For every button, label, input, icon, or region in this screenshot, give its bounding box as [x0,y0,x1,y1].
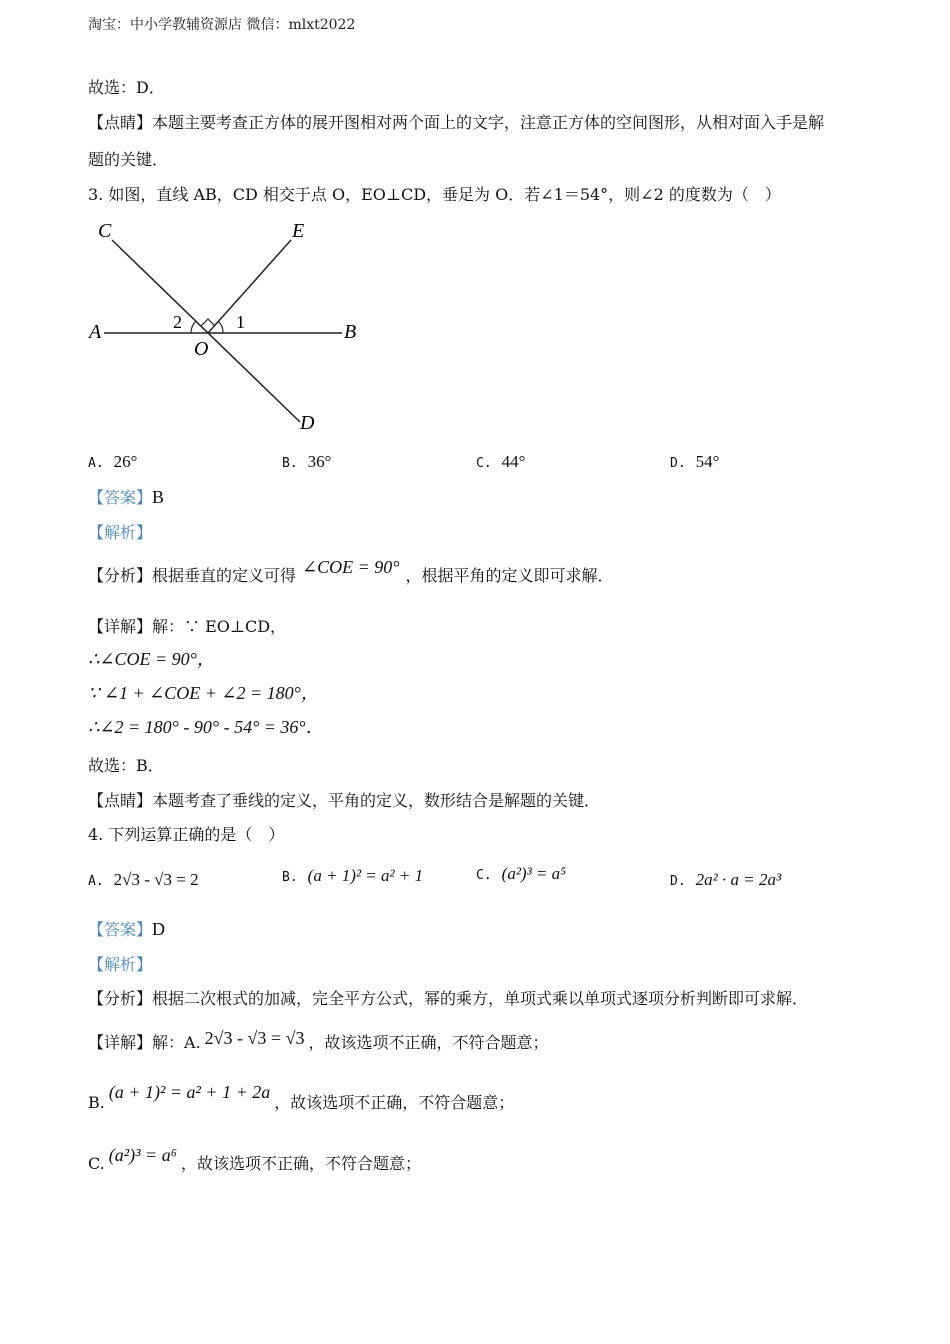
q3-step-1: ∴∠COE = 90°， [88,649,215,669]
q4-analysis-tag: 【解析】 [88,955,153,974]
q4-detail-c: C. (a²)³ = a⁶ ，故该选项不正确，不符合题意； [88,1145,421,1173]
comment-tag: 【点睛】 [88,113,153,132]
q3-option-c[interactable]: C. 44° [476,452,526,471]
angle-1-arc [219,322,223,333]
q3-option-b[interactable]: B. 36° [282,452,332,471]
q4-detail-a: 【详解】解：A. 2√3 - √3 = √3 ，故该选项不正确，不符合题意； [88,1028,549,1052]
q4-option-c[interactable]: C. (a²)³ = a⁵ [476,864,567,883]
geometry-diagram [84,214,374,439]
q3-stem: 3. 如图，直线 AB，CD 相交于点 O，EO⊥CD，垂足为 O．若∠1＝54°，则∠2 的度数为（ ） [88,185,781,204]
q4-answer: 【答案】D [88,919,166,939]
q3-choose: 故选：B． [88,756,164,775]
label-a: A [89,321,102,343]
q4-detail-b: B.(a + 1)² = a² + 1 + 2a，故该选项不正确，不符合题意； [88,1082,515,1112]
prev-choose: 故选：D． [88,78,165,97]
label-angle-1: 1 [236,312,245,332]
q3-step-3: ∴∠2 = 180° - 90° - 54° = 36°． [88,717,324,737]
page-header: 淘宝：中小学教辅资源店 微信：mlxt2022 [88,17,356,33]
q3-step-2: ∵ ∠1 + ∠COE + ∠2 = 180°， [88,683,319,703]
q3-detail: 【详解】解：∵ EO⊥CD， [88,617,287,636]
label-d: D [300,412,315,434]
q4-stem: 4. 下列运算正确的是（ ） [88,825,285,844]
q4-option-b[interactable]: B. (a + 1)² = a² + 1 [282,866,424,885]
prev-comment [88,113,824,133]
q3-option-a[interactable]: A. 26° [88,452,138,471]
label-angle-2: 2 [173,312,182,332]
label-c: C [98,220,112,242]
label-e: E [292,220,305,242]
comment-text: 本题主要考查正方体的展开图相对两个面上的文字，注意正方体的空间图形，从相对面入手是解 [152,113,825,132]
q3-comment: 【点睛】本题考查了垂线的定义，平角的定义，数形结合是解题的关键． [88,791,601,810]
angle-2-arc [191,321,196,333]
q3-option-d[interactable]: D. 54° [670,452,720,471]
line-cd [112,240,300,422]
label-b: B [344,321,357,343]
q4-option-a[interactable]: A. 2√3 - √3 = 2 [88,870,199,889]
q4-fenxi: 【分析】根据二次根式的加减，完全平方公式，幂的乘方，单项式乘以单项式逐项分析判断即可求解． [88,989,809,1008]
q3-analysis-tag: 【解析】 [88,523,153,542]
right-angle-mark [201,319,215,326]
q3-fenxi: 【分析】根据垂直的定义可得 ∠COE = 90° ，根据平角的定义即可求解． [88,557,614,585]
q3-answer: 【答案】B [88,487,165,507]
prev-comment-cont: 题的关键． [88,150,169,169]
label-o: O [194,338,209,360]
q4-option-d[interactable]: D. 2a² · a = 2a³ [670,870,782,889]
ray-oe [208,240,291,333]
